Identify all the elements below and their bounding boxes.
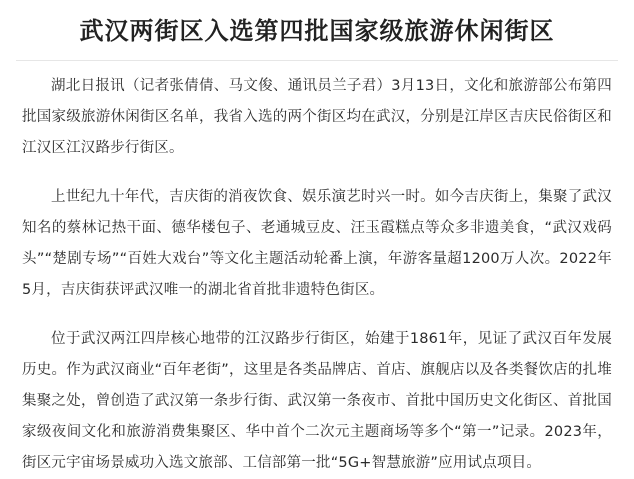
article-paragraph: 位于武汉两江四岸核心地带的江汉路步行街区，始建于1861年，见证了武汉百年发展历史。作为武汉商业“百年老街”，这里是各类品牌店、首店、旗舰店以及各类餐饮店的扎堆集聚之处，曾创造了武汉第一条步行街、武汉第一条夜市、首批中国历史文化街区、首批国家级夜间文化和旅游消费集聚区、华中首个二次元主题商场等多个“第一”记录。2023年，街区元宇宙场景威功入选文旅部、工信部第一批“5G+智慧旅游”应用试点项目。 (22, 331, 612, 471)
article-body (0, 61, 634, 479)
page-title: 武汉两街区入选第四批国家级旅游休闲街区 (79, 17, 555, 45)
article-paragraph: 湖北日报讯（记者张倩倩、马文俊、通讯员兰子君）3月13日，文化和旅游部公布第四批国家级旅游休闲街区名单，我省入选的两个街区均在武汉，分别是江岸区吉庆民俗街区和江汉区江汉路步行街区。 (22, 78, 612, 156)
article-paragraph: 上世纪九十年代，吉庆街的消夜饮食、娱乐演艺时兴一时。如今吉庆街上，集聚了武汉知名的蔡林记热干面、德华楼包子、老通城豆皮、汪玉霞糕点等众多非遗美食，“武汉戏码头”“楚剧专场”“百姓大戏台”等文化主题活动轮番上演，年游客量超1200万人次。2022年5月，吉庆街获评武汉唯一的湖北省首批非遗特色街区。 (22, 189, 612, 298)
